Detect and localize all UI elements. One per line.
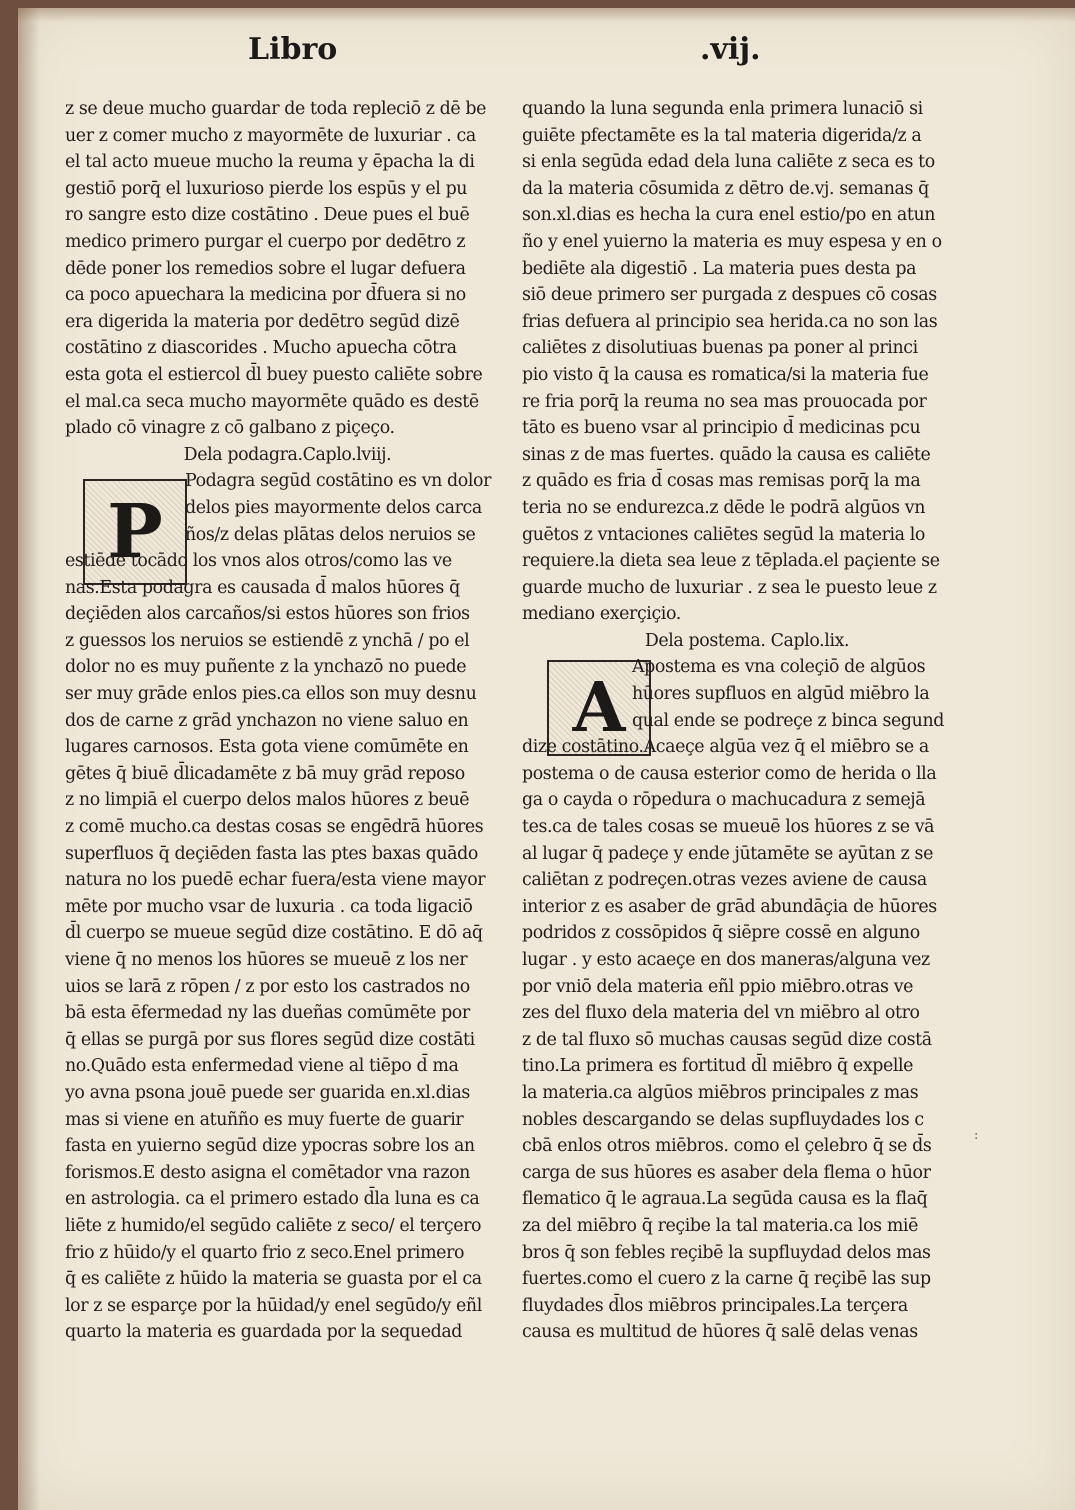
text-line: dēde poner los remedios sobre el lugar defuera xyxy=(65,258,466,279)
text-line: Apostema es vna coleçiō de algūos xyxy=(632,657,926,678)
left-text-column xyxy=(65,96,510,1346)
text-line: fluydades d̄los miēbros principales.La terçera xyxy=(522,1295,908,1316)
text-line: ños/z delas plātas delos neruios se xyxy=(185,524,476,545)
text-line: al lugar q̄ padeçe y ende jūtamēte se ayūtan z se xyxy=(522,843,933,864)
text-line: medico primero purgar el cuerpo por dedētro z xyxy=(65,231,466,252)
text-line: siō deue primero ser purgada z despues cō cosas xyxy=(522,285,937,306)
text-line: frio z hūido/y el quarto frio z seco.Enel primero xyxy=(65,1242,465,1263)
text-line: quando la luna segunda enla primera lunaciō si xyxy=(522,99,923,119)
text-line: yo avna psona jouē puede ser guarida en.xl.dias xyxy=(65,1082,470,1103)
text-line: el mal.ca seca mucho mayormēte quādo es destē xyxy=(65,391,479,412)
text-line: la materia.ca algūos miēbros principales z mas xyxy=(522,1082,919,1103)
text-line: z quādo es fria d̄ cosas mas remisas porq̄ la ma xyxy=(522,471,921,492)
spine-shadow xyxy=(18,8,40,1510)
text-line: flematico q̄ le agraua.La segūda causa es la flaq̄ xyxy=(522,1189,928,1210)
text-line: fuertes.como el cuero z la carne q̄ reçibē las sup xyxy=(522,1269,931,1290)
running-head-left: Libro xyxy=(248,32,338,67)
text-line: ser muy grāde enlos pies.ca ellos son muy desnu xyxy=(65,684,477,705)
text-line: Podagra segūd costātino es vn dolor xyxy=(185,471,492,492)
text-line: superfluos q̄ deçiēden fasta las ptes baxas quādo xyxy=(65,843,478,864)
text-line: lor z se esparçe por la hūidad/y enel segūdo/y eñl xyxy=(65,1295,482,1316)
text-line: z comē mucho.ca destas cosas se engēdrā hūores xyxy=(65,817,484,838)
text-line: pio visto q̄ la causa es romatica/si la materia fue xyxy=(522,364,929,385)
text-line: carga de sus hūores es asaber dela flema o hūor xyxy=(522,1162,931,1183)
text-line: Dela postema. Caplo.lix. xyxy=(644,630,850,651)
text-line: viene q̄ no menos los hūores se mueuē z los ner xyxy=(65,950,468,970)
text-line: no.Quādo esta enfermedad viene al tiēpo d̄ ma xyxy=(65,1056,459,1077)
text-line: caliētes z disolutiuas buenas pa poner al princi xyxy=(522,338,918,359)
text-line: interior z es asaber de grād abundāçia de hūores xyxy=(522,896,937,917)
text-line: zes del fluxo dela materia del vn miēbro al otro xyxy=(522,1003,920,1024)
text-line: liēte z humido/el segūdo caliēte z seco/ el terçero xyxy=(65,1215,482,1236)
text-line: caliētan z podreçen.otras vezes aviene de causa xyxy=(522,870,927,891)
text-line: podridos z cossōpidos q̄ siēpre cossē en alguno xyxy=(522,923,920,944)
text-line: el tal acto mueue mucho la reuma y ēpacha la di xyxy=(65,152,475,173)
right-text-column xyxy=(522,96,972,1346)
text-line: en astrologia. ca el primero estado d̄la luna es ca xyxy=(65,1189,480,1210)
text-line: guētos z vntaciones caliētes segūd la materia lo xyxy=(522,524,925,545)
text-line: plado cō vinagre z cō galbano z piçeço. xyxy=(65,418,395,439)
text-line: mēte por mucho vsar de luxuria . ca toda ligaciō xyxy=(65,896,473,917)
text-line: requiere.la dieta sea leue z tēplada.el paçiente se xyxy=(522,551,940,572)
text-line: costātino z diascorides . Mucho apuecha cōtra xyxy=(65,338,457,359)
text-line: por vniō dela materia eñl ppio miēbro.otras ve xyxy=(522,976,914,997)
text-line: era digerida la materia por dedētro segūd dizē xyxy=(65,311,460,332)
text-line: fasta en yuierno segūd dize ypocras sobre los an xyxy=(65,1136,475,1157)
text-line: guarde mucho de luxuriar . z sea le puesto leue z xyxy=(522,577,937,598)
text-line: z de tal fluxo sō muchas causas segūd dize costā xyxy=(522,1029,932,1050)
text-line: q̄ ellas se purgā por sus flores segūd dize costāti xyxy=(65,1029,475,1050)
text-line: mas si viene en atuñño es muy fuerte de guarir xyxy=(65,1109,464,1130)
text-line: delos pies mayormente delos carca xyxy=(185,497,482,518)
text-line: mediano exerçiçio. xyxy=(522,604,681,625)
text-line: cbā enlos otros miēbros. como el çelebro q̄ se d̄s xyxy=(522,1136,932,1157)
text-line: son.xl.dias es hecha la cura enel estio/po en atun xyxy=(522,205,936,226)
text-line: gētes q̄ biuē d̄licadamēte z bā muy grād reposo xyxy=(65,763,465,784)
top-edge-shadow xyxy=(18,8,1075,22)
text-line: lugares carnosos. Esta gota viene comūmēte en xyxy=(65,737,469,758)
text-line: z se deue mucho guardar de toda repleciō z dē be xyxy=(65,99,487,119)
text-line: natura no los puedē echar fuera/esta viene mayor xyxy=(65,870,486,891)
text-line: dize costātino.Acaeçe algūa vez q̄ el miēbro se a xyxy=(522,737,929,758)
text-line: teria no se endurezca.z dēde le podrā algūos vn xyxy=(522,497,926,518)
text-line: forismos.E desto asigna el comētador vna razon xyxy=(65,1162,470,1183)
text-line: da la materia cōsumida z dētro de.vj. semanas q̄ xyxy=(522,178,929,199)
text-line: ro sangre esto dize costātino . Deue pues el buē xyxy=(65,205,470,226)
text-line: nobles descargando se delas supfluydades los c xyxy=(522,1109,924,1130)
text-line: bros q̄ son febles reçibē la supfluydad delos mas xyxy=(522,1242,931,1263)
text-line: quarto la materia es guardada por la sequedad xyxy=(65,1322,463,1343)
text-line: guiēte pfectamēte es la tal materia digerida/z a xyxy=(522,125,922,146)
text-line: z no limpiā el cuerpo delos malos hūores z beuē xyxy=(65,790,470,811)
text-line: gestiō porq̄ el luxurioso pierde los espūs y el pu xyxy=(65,178,468,199)
text-line: ga o cayda o rōpedura o machucadura z semejā xyxy=(522,790,926,811)
text-line: ca poco apuechara la medicina por d̄fuera si no xyxy=(65,285,466,306)
text-line: uios se larā z rōpen / z por esto los castrados no xyxy=(65,976,470,997)
margin-mark: : xyxy=(974,1128,979,1143)
text-line: re fria porq̄ la reuma no sea mas prouocada por xyxy=(522,391,927,412)
text-line: dolor no es muy puñente z la ynchazō no puede xyxy=(65,657,467,678)
text-line: tes.ca de tales cosas se mueuē los hūores z se vā xyxy=(522,817,935,838)
text-line: za del miēbro q̄ reçibe la tal materia.ca los miē xyxy=(522,1215,918,1236)
text-line: si enla segūda edad dela luna caliēte z seca es to xyxy=(522,152,935,173)
running-head-right: .vij. xyxy=(700,32,761,67)
text-line: lugar . y esto acaeçe en dos maneras/alguna vez xyxy=(522,950,930,970)
text-line: uer z comer mucho z mayormēte de luxuriar . ca xyxy=(65,125,476,146)
text-line: q̄ es caliēte z hūido la materia se guasta por el ca xyxy=(65,1269,482,1290)
text-line: causa es multitud de hūores q̄ salē delas venas xyxy=(522,1322,918,1343)
text-line: frias defuera al principio sea herida.ca no son las xyxy=(522,311,938,332)
text-line: nas.Esta podagra es causada d̄ malos hūores q̄ xyxy=(65,577,460,598)
text-line: qual ende se podreçe z binca segund xyxy=(632,710,944,731)
text-line: tino.La primera es fortitud d̄l miēbro q̄ expelle xyxy=(522,1056,914,1077)
text-line: z guessos los neruios se estiendē z ynchā / po el xyxy=(65,630,470,651)
text-line: estiēdē tocādo los vnos alos otros/como las ve xyxy=(65,551,452,572)
text-line: dos de carne z grād ynchazon no viene saluo en xyxy=(65,710,469,731)
text-line: deçiēden alos carcaños/si estos hūores son frios xyxy=(65,604,470,625)
text-line: d̄l cuerpo se mueue segūd dize costātino. E dō aq̄ xyxy=(65,923,483,944)
text-line: Dela podagra.Caplo.lviij. xyxy=(183,444,392,465)
text-line: sinas z de mas fuertes. quādo la causa es caliēte xyxy=(522,444,931,465)
text-line: bediēte ala digestiō . La materia pues desta pa xyxy=(522,258,917,279)
initial-letter: P xyxy=(107,489,163,575)
text-line: ño y enel yuierno la materia es muy espesa y en o xyxy=(522,231,942,252)
text-line: hūores supfluos en algūd miēbro la xyxy=(632,684,930,705)
text-line: tāto es bueno vsar al principio d̄ medicinas pcu xyxy=(522,418,921,439)
initial-letter: A xyxy=(572,668,626,748)
text-line: postema o de causa esterior como de herida o lla xyxy=(522,763,937,784)
text-line: esta gota el estiercol d̄l buey puesto caliēte sobre xyxy=(65,364,483,385)
text-line: bā esta ēfermedad ny las dueñas comūmēte por xyxy=(65,1003,470,1024)
